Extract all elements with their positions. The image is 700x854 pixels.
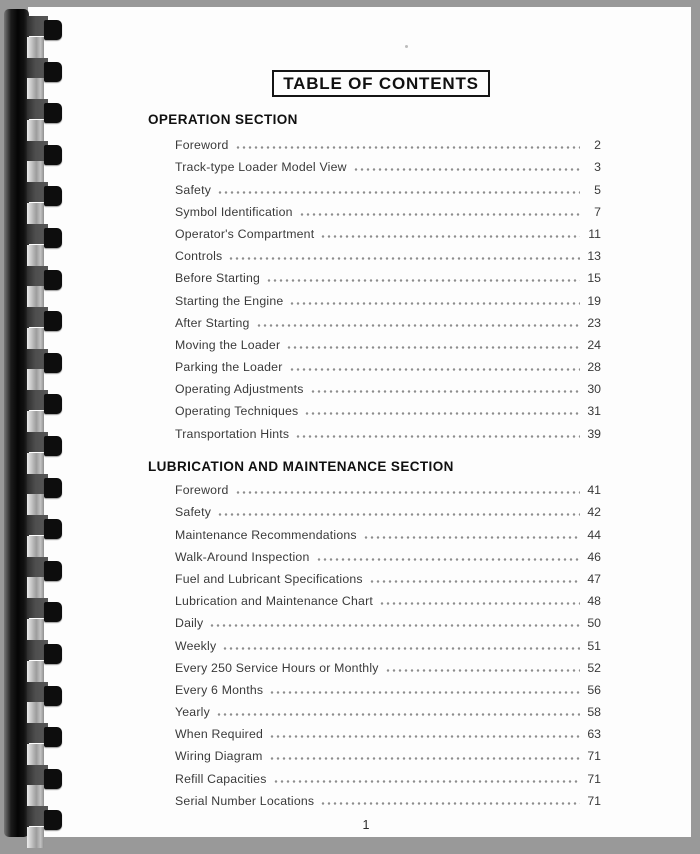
dot-leader <box>235 491 580 494</box>
dot-leader <box>295 435 580 438</box>
dot-leader <box>269 735 580 738</box>
toc-entry-label: Starting the Engine <box>175 293 284 308</box>
toc-entry-page: 13 <box>587 249 601 264</box>
toc-entry-label: Controls <box>175 249 223 264</box>
toc-entry-label: Foreword <box>175 138 229 153</box>
toc-entry-label: Serial Number Locations <box>175 793 315 808</box>
binding-tooth-highlight <box>27 161 44 182</box>
binding-tooth-tab <box>44 727 62 747</box>
toc-entry-label: Moving the Loader <box>175 337 281 352</box>
toc-entry-label: Operating Adjustments <box>175 382 304 397</box>
binding-tooth-highlight <box>27 328 44 349</box>
toc-entry-page: 63 <box>587 727 601 742</box>
toc-entry <box>175 155 601 177</box>
binding-tooth-tab <box>44 769 62 789</box>
binding-tooth-tab <box>44 602 62 622</box>
binding-tooth-highlight <box>27 744 44 765</box>
toc-entry-page: 5 <box>594 182 601 197</box>
toc-entry-label: Walk-Around Inspection <box>175 549 310 564</box>
toc-entry <box>175 766 601 788</box>
dot-leader <box>299 213 580 216</box>
toc-entry-label: Operating Techniques <box>175 404 299 419</box>
footer-page-number: 1 <box>362 818 370 832</box>
toc-entry-page: 24 <box>587 337 601 352</box>
toc-entry <box>175 567 601 589</box>
dot-leader <box>369 580 580 583</box>
binding-tooth-tab <box>44 20 62 40</box>
binding-tooth-tab <box>44 353 62 373</box>
toc-entry <box>175 744 601 766</box>
toc-entry <box>175 333 601 355</box>
toc-entry <box>175 421 601 443</box>
binding-tooth-highlight <box>27 827 44 848</box>
toc-entry-label: Maintenance Recommendations <box>175 527 357 542</box>
toc-entry <box>175 478 601 500</box>
toc-entry-page: 48 <box>587 594 601 609</box>
binding-tooth-tab <box>44 561 62 581</box>
toc-entry-label: Every 250 Service Hours or Monthly <box>175 660 379 675</box>
toc-entry-page: 47 <box>587 571 601 586</box>
binding-tooth-highlight <box>27 785 44 806</box>
binding-tooth-tab <box>44 270 62 290</box>
binding-tooth-tab <box>44 686 62 706</box>
binding-tooth-highlight <box>27 702 44 723</box>
dot-leader <box>235 146 580 149</box>
section-heading: LUBRICATION AND MAINTENANCE SECTION <box>148 459 454 474</box>
binding-tooth-highlight <box>27 120 44 141</box>
dot-leader <box>266 279 580 282</box>
binding-tooth-tab <box>44 644 62 664</box>
dot-leader <box>216 713 580 716</box>
binding-tooth-tab <box>44 519 62 539</box>
dot-leader <box>320 802 580 805</box>
dot-leader <box>209 624 580 627</box>
toc-entry-page: 71 <box>587 793 601 808</box>
binding-tooth-highlight <box>27 245 44 266</box>
dot-leader <box>320 235 580 238</box>
toc-entry-page: 7 <box>594 204 601 219</box>
toc-entry <box>175 133 601 155</box>
toc-entry-label: Transportation Hints <box>175 426 290 441</box>
toc-entry-page: 19 <box>587 293 601 308</box>
binding-tooth-tab <box>44 810 62 830</box>
binding-tooth-highlight <box>27 661 44 682</box>
toc-entry <box>175 399 601 421</box>
toc-entry-page: 46 <box>587 549 601 564</box>
toc-entry <box>175 500 601 522</box>
toc-entry-page: 58 <box>587 705 601 720</box>
toc-entry <box>175 611 601 633</box>
dot-leader <box>217 513 580 516</box>
toc-entry-page: 71 <box>587 771 601 786</box>
toc-entry-label: Weekly <box>175 638 217 653</box>
binding-tooth-highlight <box>27 453 44 474</box>
binding-tooth-highlight <box>27 286 44 307</box>
toc-entry-label: Daily <box>175 616 204 631</box>
dot-leader <box>273 780 580 783</box>
title-box <box>272 70 490 97</box>
toc-entry-page: 52 <box>587 660 601 675</box>
dot-leader <box>269 757 580 760</box>
toc-entry <box>175 656 601 678</box>
toc-entry <box>175 288 601 310</box>
toc-entry-page: 39 <box>587 426 601 441</box>
toc-entry-label: Before Starting <box>175 271 261 286</box>
binding-tooth-highlight <box>27 369 44 390</box>
binding-tooth-highlight <box>27 78 44 99</box>
binding-tooth-tab <box>44 394 62 414</box>
toc-entry-page: 44 <box>587 527 601 542</box>
binding-tooth-tab <box>44 145 62 165</box>
dot-leader <box>385 669 580 672</box>
toc-entry-label: Every 6 Months <box>175 682 264 697</box>
binding-tooth-highlight <box>27 411 44 432</box>
toc-entry-label: Operator's Compartment <box>175 226 315 241</box>
toc-entry <box>175 589 601 611</box>
toc-entry <box>175 700 601 722</box>
toc-entry <box>175 522 601 544</box>
toc-entry-page: 11 <box>588 226 601 241</box>
dot-leader <box>269 691 580 694</box>
toc-entry <box>175 200 601 222</box>
toc-entry-label: Refill Capacities <box>175 771 267 786</box>
dot-leader <box>289 302 580 305</box>
toc-entry <box>175 545 601 567</box>
dot-leader <box>353 168 580 171</box>
page-title: TABLE OF CONTENTS <box>283 73 479 93</box>
toc-entry <box>175 311 601 333</box>
toc-entry-label: Foreword <box>175 483 229 498</box>
toc-entry <box>175 355 601 377</box>
dot-leader <box>289 368 580 371</box>
toc-entry-list <box>175 133 601 444</box>
toc-entry <box>175 678 601 700</box>
binding-tooth-tab <box>44 186 62 206</box>
toc-entry <box>175 266 601 288</box>
toc-entry-label: Parking the Loader <box>175 360 283 375</box>
toc-entry <box>175 222 601 244</box>
binding-tooth-tab <box>44 103 62 123</box>
toc-entry-page: 31 <box>587 404 601 419</box>
dot-leader <box>363 536 580 539</box>
toc-entry <box>175 789 601 811</box>
dot-leader <box>304 412 580 415</box>
toc-entry-label: After Starting <box>175 315 250 330</box>
binding-tooth-tab <box>44 478 62 498</box>
toc-entry-label: Track-type Loader Model View <box>175 160 347 175</box>
dot-leader <box>379 602 580 605</box>
toc-entry <box>175 177 601 199</box>
toc-entry-label: Fuel and Lubricant Specifications <box>175 571 363 586</box>
toc-entry-list <box>175 478 601 811</box>
toc-entry-label: Safety <box>175 182 212 197</box>
toc-entry-page: 3 <box>594 160 601 175</box>
dot-leader <box>256 324 580 327</box>
toc-entry-page: 42 <box>587 505 601 520</box>
toc-entry-label: Symbol Identification <box>175 204 293 219</box>
binding-tooth-highlight <box>27 619 44 640</box>
binding-tooth-highlight <box>27 577 44 598</box>
toc-entry-label: When Required <box>175 727 264 742</box>
binding-tooth-tab <box>44 62 62 82</box>
dot-leader <box>217 191 580 194</box>
toc-entry-page: 30 <box>587 382 601 397</box>
section-heading: OPERATION SECTION <box>148 112 298 127</box>
toc-entry-label: Lubrication and Maintenance Chart <box>175 594 374 609</box>
toc-entry-page: 51 <box>587 638 601 653</box>
dot-leader <box>222 647 580 650</box>
toc-entry <box>175 244 601 266</box>
binding-tooth-highlight <box>27 203 44 224</box>
binding-tooth-tab <box>44 228 62 248</box>
toc-entry-page: 28 <box>587 360 601 375</box>
toc-entry-page: 56 <box>587 682 601 697</box>
dot-leader <box>310 390 580 393</box>
dot-leader <box>286 346 580 349</box>
toc-entry <box>175 377 601 399</box>
toc-entry-label: Safety <box>175 505 212 520</box>
toc-entry-page: 23 <box>587 315 601 330</box>
binding-tooth-highlight <box>27 536 44 557</box>
binding-tooth-highlight <box>27 494 44 515</box>
dot-leader <box>316 558 581 561</box>
toc-entry-label: Wiring Diagram <box>175 749 263 764</box>
toc-entry-page: 71 <box>587 749 601 764</box>
toc-entry-page: 41 <box>587 483 601 498</box>
dot-leader <box>228 257 580 260</box>
toc-entry <box>175 633 601 655</box>
scan-speck <box>405 45 408 48</box>
toc-entry <box>175 722 601 744</box>
binding-tooth-highlight <box>27 37 44 58</box>
binding-tooth-tab <box>44 436 62 456</box>
toc-entry-page: 2 <box>594 138 601 153</box>
toc-entry-label: Yearly <box>175 705 210 720</box>
toc-entry-page: 15 <box>587 271 601 286</box>
binding-tooth-tab <box>44 311 62 331</box>
comb-binding-spine <box>4 9 29 837</box>
toc-entry-page: 50 <box>587 616 601 631</box>
